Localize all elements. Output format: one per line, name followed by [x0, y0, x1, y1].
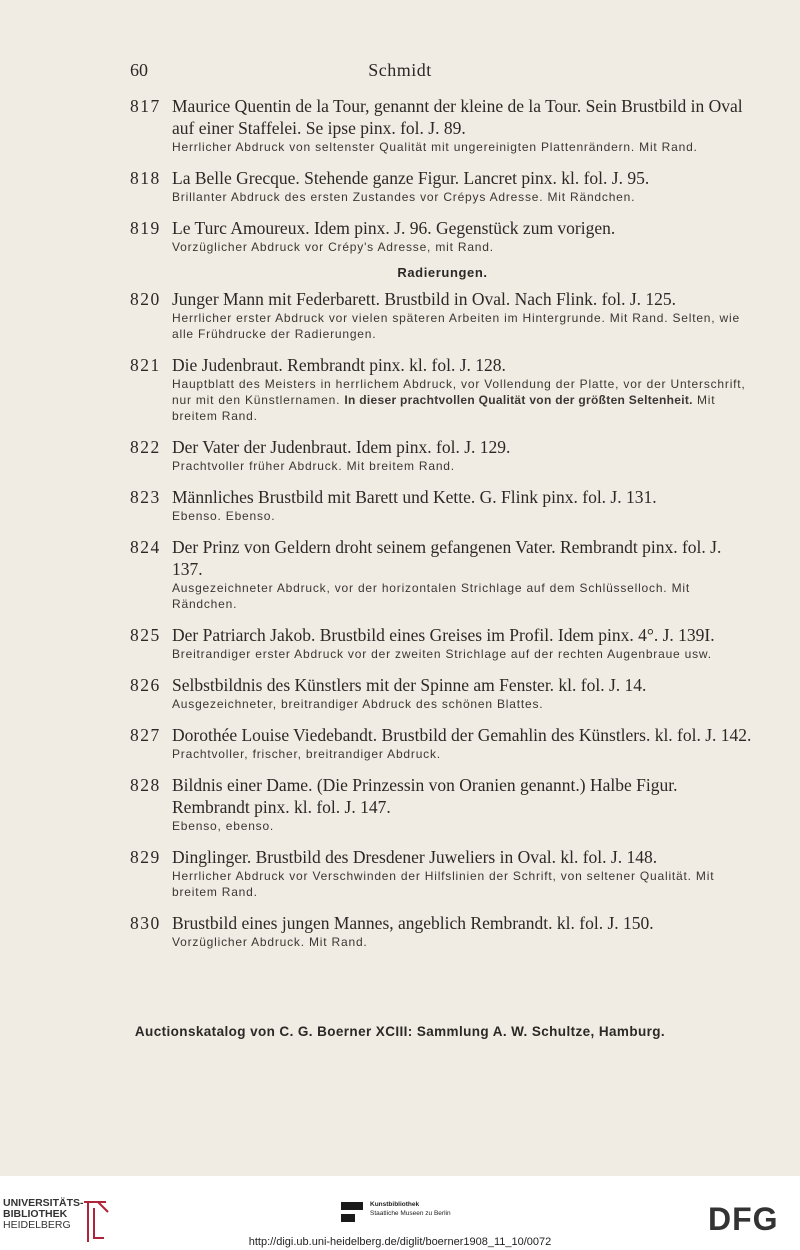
entry-number: 817 [130, 96, 161, 116]
entry-number: 823 [130, 487, 161, 507]
entry-number: 828 [130, 775, 161, 795]
entry-title: Brustbild eines jungen Mannes, angeblich Rembrandt. kl. fol. J. 150. [172, 913, 654, 933]
running-title: Schmidt [368, 60, 432, 80]
entry-number: 824 [130, 537, 161, 557]
catalog-footer: Auctionskatalog von C. G. Boerner XCIII: Sammlung A. W. Schultze, Hamburg. [134, 1024, 666, 1039]
entry-title: Junger Mann mit Federbarett. Brustbild in Oval. Nach Flink. fol. J. 125. [172, 289, 677, 309]
emphasis-text: In dieser prachtvollen Qualität von der größten Seltenheit. [344, 393, 693, 407]
catalog-entry [130, 846, 755, 900]
entry-number: 819 [130, 218, 161, 238]
catalog-entry [130, 486, 755, 524]
entry-title: Männliches Brustbild mit Barett und Kette. G. Flink pinx. fol. J. 131. [172, 487, 657, 507]
entry-note: Herrlicher Abdruck vor Verschwinden der Hilfslinien der Schrift, von seltener Qualität. Mit breitem Rand. [172, 869, 715, 899]
entry-number: 827 [130, 725, 161, 745]
entry-note: Ebenso. Ebenso. [172, 509, 276, 523]
entry-title: Der Prinz von Geldern droht seinem gefangenen Vater. Rembrandt pinx. fol. J. 137. [172, 537, 722, 579]
ub-heidelberg-logo[interactable]: UNIVERSITÄTS- BIBLIOTHEK HEIDELBERG [3, 1197, 84, 1231]
catalog-entry [130, 217, 755, 255]
entry-title: Dorothée Louise Viedebandt. Brustbild der Gemahlin des Künstlers. kl. fol. J. 142. [172, 725, 752, 745]
entry-note: Herrlicher erster Abdruck vor vielen späteren Arbeiten im Hintergrunde. Mit Rand. Selten, wie alle Frühdrucke der Radierungen. [172, 311, 740, 341]
entry-number: 818 [130, 168, 161, 188]
entry-number: 820 [130, 289, 161, 309]
permalink-url[interactable]: http://digi.ub.uni-heidelberg.de/diglit/boerner1908_11_10/0072 [248, 1236, 552, 1248]
entry-note: Ausgezeichneter, breitrandiger Abdruck des schönen Blattes. [172, 697, 544, 711]
entry-title: Selbstbildnis des Künstlers mit der Spinne am Fenster. kl. fol. J. 14. [172, 675, 647, 695]
dfg-logo: DFG [708, 1201, 779, 1237]
entry-note: Ausgezeichneter Abdruck, vor der horizontalen Strichlage auf dem Schlüsselloch. Mit Rändchen. [172, 581, 690, 611]
entry-title: Bildnis einer Dame. (Die Prinzessin von Oranien genannt.) Halbe Figur. Rembrandt pinx. kl. fol. J. 147. [172, 775, 678, 817]
catalog-entry [130, 624, 755, 662]
entry-title: Der Patriarch Jakob. Brustbild eines Greises im Profil. Idem pinx. 4°. J. 139I. [172, 625, 715, 645]
entry-note: Breitrandiger erster Abdruck vor der zweiten Strichlage auf der rechten Augenbraue usw. [172, 647, 712, 661]
entry-note: Prachtvoller früher Abdruck. Mit breitem Rand. [172, 459, 455, 473]
catalog-entries [130, 95, 755, 962]
entry-title: La Belle Grecque. Stehende ganze Figur. Lancret pinx. kl. fol. J. 95. [172, 168, 650, 188]
kunstbibliothek-logo-icon [341, 1202, 363, 1222]
section-title: Radierungen. [397, 265, 488, 280]
catalog-entry [130, 354, 755, 424]
entry-note: Hauptblatt des Meisters in herrlichem Abdruck, vor Vollendung der Platte, vor der Unterschrift, nur mit den Künstlernamen. In dieser prachtvollen Qualität von der größten Seltenheit. Mit breitem Rand. [172, 377, 746, 423]
catalog-entry [130, 95, 755, 155]
entry-number: 826 [130, 675, 161, 695]
entry-note: Vorzüglicher Abdruck. Mit Rand. [172, 935, 368, 949]
entry-title: Die Judenbraut. Rembrandt pinx. kl. fol. J. 128. [172, 355, 506, 375]
entry-note: Vorzüglicher Abdruck vor Crépy's Adresse, mit Rand. [172, 240, 494, 254]
catalog-entry [130, 436, 755, 474]
entry-number: 821 [130, 355, 161, 375]
entry-title: Le Turc Amoureux. Idem pinx. J. 96. Gegenstück zum vorigen. [172, 218, 616, 238]
catalog-entry [130, 674, 755, 712]
entry-number: 830 [130, 913, 161, 933]
entry-title: Dinglinger. Brustbild des Dresdener Juweliers in Oval. kl. fol. J. 148. [172, 847, 658, 867]
entry-note: Ebenso, ebenso. [172, 819, 275, 833]
entry-number: 829 [130, 847, 161, 867]
entry-note: Brillanter Abdruck des ersten Zustandes vor Crépys Adresse. Mit Rändchen. [172, 190, 636, 204]
catalog-entry [130, 912, 755, 950]
catalog-entry [130, 536, 755, 612]
entry-note: Prachtvoller, frischer, breitrandiger Abdruck. [172, 747, 441, 761]
entry-number: 822 [130, 437, 161, 457]
catalog-entry [130, 724, 755, 762]
catalog-entry [130, 774, 755, 834]
entry-title: Maurice Quentin de la Tour, genannt der kleine de la Tour. Sein Brustbild in Oval auf einer Staffelei. Se ipse pinx. fol. J. 89. [172, 96, 743, 138]
entry-title: Der Vater der Judenbraut. Idem pinx. fol. J. 129. [172, 437, 511, 457]
kunstbibliothek-label: Kunstbibliothek Staatliche Museen zu Berlin [370, 1201, 451, 1217]
catalog-entry [130, 167, 755, 205]
page-number: 60 [130, 60, 148, 80]
entry-number: 825 [130, 625, 161, 645]
entry-note: Herrlicher Abdruck von seltenster Qualität mit ungereinigten Plattenrändern. Mit Rand. [172, 140, 698, 154]
catalog-entry [130, 288, 755, 342]
